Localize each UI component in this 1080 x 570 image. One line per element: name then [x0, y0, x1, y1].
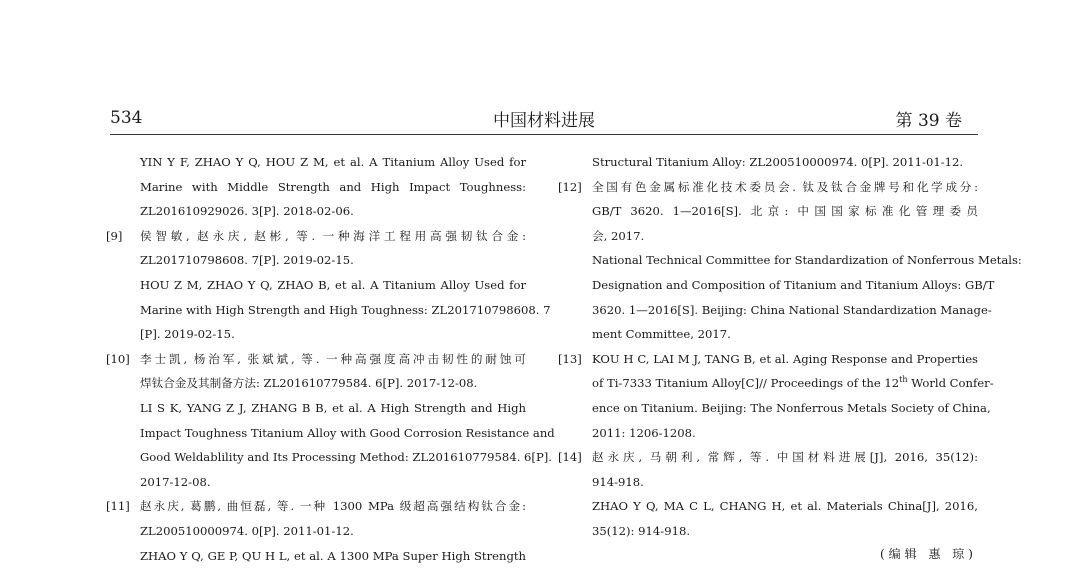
right-column	[558, 150, 1022, 544]
reference-text: World Confer-	[907, 376, 994, 391]
reference-number: [14]	[558, 450, 582, 465]
reference-12	[558, 175, 1022, 347]
reference-line: 会, 2017.	[592, 228, 645, 243]
reference-line: Marine with Middle Strength and High Impact Toughness:	[140, 179, 526, 194]
reference-number: [10]	[106, 351, 130, 366]
reference-line: 全国有色金属标准化技术委员会. 钛及钛合金牌号和化学成分:	[592, 179, 978, 194]
reference-line: ZHAO Y Q, MA C L, CHANG H, et al. Materials China[J], 2016,	[592, 499, 978, 514]
reference-14	[558, 445, 978, 543]
reference-line: KOU H C, LAI M J, TANG B, et al. Aging Response and Properties	[592, 351, 978, 366]
reference-line: ment Committee, 2017.	[592, 327, 731, 342]
reference-line: Marine with High Strength and High Toughness: ZL201710798608. 7	[140, 302, 551, 317]
reference-line: Good Weldablility and Its Processing Method: ZL201610779584. 6[P].	[140, 450, 552, 465]
reference-line: 2017-12-08.	[140, 474, 211, 489]
reference-line: Designation and Composition of Titanium and Titanium Alloys: GB/T	[592, 277, 995, 292]
reference-line: ence on Titanium. Beijing: The Nonferrous Metals Society of China,	[592, 400, 991, 415]
reference-line: LI S K, YANG Z J, ZHANG B B, et al. A High Strength and High	[140, 400, 526, 415]
reference-line: National Technical Committee for Standardization of Nonferrous Metals:	[592, 253, 1022, 268]
reference-line: 914-918.	[592, 474, 644, 489]
left-column	[106, 150, 555, 568]
editor-note: (编辑 惠 琼)	[880, 547, 977, 561]
reference-number: [13]	[558, 351, 582, 366]
reference-continuation	[106, 150, 526, 224]
reference-line: 焊钛合金及其制备方法: ZL201610779584. 6[P]. 2017-12-08.	[140, 376, 478, 391]
reference-line: [P]. 2019-02-15.	[140, 327, 235, 342]
reference-number: [12]	[558, 179, 582, 194]
reference-continuation	[558, 150, 978, 175]
reference-line: Structural Titanium Alloy: ZL200510000974. 0[P]. 2011-01-12.	[592, 155, 964, 169]
reference-line: 3620. 1—2016[S]. Beijing: China National Standardization Manage-	[592, 302, 992, 317]
reference-line: 赵永庆, 马朝利, 常辉, 等. 中国材料进展[J], 2016, 35(12):	[592, 450, 978, 465]
reference-line: 侯智敏, 赵永庆, 赵彬, 等. 一种海洋工程用高强韧钛合金:	[140, 228, 526, 243]
reference-number: [11]	[106, 499, 130, 514]
reference-line: 2011: 1206-1208.	[592, 425, 696, 440]
journal-title: 中国材料进展	[493, 111, 595, 131]
reference-9	[106, 224, 551, 347]
superscript: th	[899, 375, 908, 385]
reference-line: ZL201710798608. 7[P]. 2019-02-15.	[140, 253, 354, 268]
reference-line: ZHAO Y Q, GE P, QU H L, et al. A 1300 MPa Super High Strength	[140, 548, 526, 563]
reference-line: ZL200510000974. 0[P]. 2011-01-12.	[140, 523, 354, 538]
reference-line: 35(12): 914-918.	[592, 523, 691, 538]
reference-line	[592, 371, 994, 396]
reference-11	[106, 494, 526, 568]
reference-13	[558, 347, 994, 445]
reference-line: HOU Z M, ZHAO Y Q, ZHAO B, et al. A Titanium Alloy Used for	[140, 277, 526, 292]
page-number: 534	[110, 108, 143, 128]
reference-line: ZL201610929026. 3[P]. 2018-02-06.	[140, 204, 354, 219]
reference-number: [9]	[106, 228, 123, 243]
reference-line: 李士凯, 杨治军, 张斌斌, 等. 一种高强度高冲击韧性的耐蚀可	[140, 351, 526, 366]
reference-text: of Ti-7333 Titanium Alloy[C]// Proceedings of the 12	[592, 376, 900, 391]
reference-line: YIN Y F, ZHAO Y Q, HOU Z M, et al. A Titanium Alloy Used for	[140, 155, 526, 169]
reference-line: Impact Toughness Titanium Alloy with Good Corrosion Resistance and	[140, 425, 555, 440]
reference-line: GB/T 3620. 1—2016[S]. 北京: 中国国家标准化管理委员	[592, 204, 978, 219]
reference-line: 赵永庆, 葛鹏, 曲恒磊, 等. 一种 1300 MPa 级超高强结构钛合金:	[140, 499, 526, 514]
running-header	[110, 104, 978, 135]
reference-10	[106, 347, 555, 495]
volume-label: 第 39 卷	[895, 111, 962, 131]
